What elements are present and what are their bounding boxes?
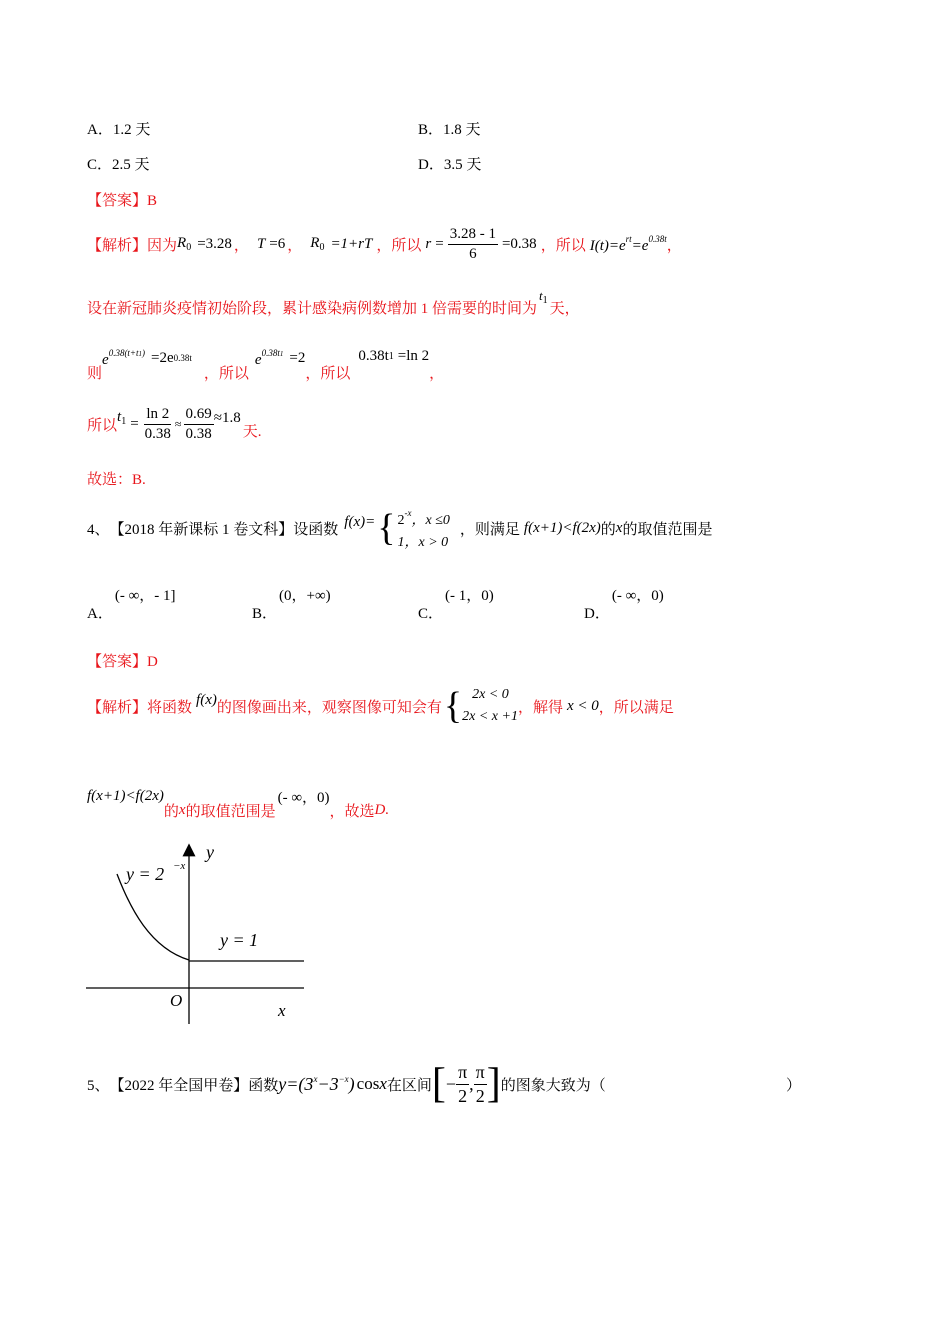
q3-answer: 【答案】B: [87, 193, 158, 209]
q3-option-a: A．1.2 天: [87, 122, 151, 138]
q3-option-c: C．2.5 天: [87, 157, 150, 173]
q4-analysis-line2: f(x+1)<f(2x) 的 x 的取值范围是 (- ∞，0) ，故选 D.: [87, 787, 390, 820]
so-text: 所以: [391, 237, 422, 254]
q5-source: 【2022 年全国甲卷】: [109, 1077, 249, 1094]
q3-option-d: D．3.5 天: [418, 157, 482, 173]
q3-analysis-line4: 所以 $t_1$ = $\frac{\ln 2}{0.38}$ ≈ $\frac{0.69}{0.38}$ ≈1.8 天.: [87, 405, 262, 442]
y-axis-label: y: [206, 842, 214, 862]
approx-fraction: $\frac{0.69}{0.38}$: [185, 405, 212, 442]
q4-option-a: A．(- ∞，- 1]: [87, 588, 176, 622]
r0-symbol: $R_0$: [177, 235, 192, 253]
r-value: =0.38: [501, 235, 537, 252]
line-label: y = 1: [220, 930, 259, 950]
r0-formula: =1+rT: [330, 235, 373, 252]
x-axis-label: x: [278, 1001, 286, 1020]
analysis-text: 因为: [147, 237, 178, 254]
q4-answer: 【答案】D: [87, 654, 158, 670]
r0-symbol-2: $R_0$: [310, 235, 325, 253]
q4-stem: 4、 【2018 年新课标 1 卷文科】 设函数 f(x)= { $2^{-x}$，x ≤0 1，x > 0 ，则满足 f(x+1)<f(2x) 的 x 的取值范围是: [87, 507, 713, 550]
r-fraction: $\frac{3.28 - 1}{6}$: [449, 225, 496, 262]
curve-label: y = 2: [126, 864, 165, 884]
it-expression: $I(t)=e^{rt}=e^{0.38t}$: [589, 233, 667, 254]
q5-stem: 5、 【2022 年全国甲卷】 函数 $y=(3^x-3^{-x})$ cos x 在区间 [ − $\frac{\pi}{2}$ , $\frac{\pi}{2}$ ] 的图象大致为（: [87, 1061, 606, 1107]
q3-analysis-line2: 设在新冠肺炎疫情初始阶段，累计感染病例数增加 1 倍需要的时间为 $t_1$ 天，: [87, 288, 580, 317]
q4-option-c: C．(- 1，0): [418, 588, 494, 622]
q5-paren-close: ）: [786, 1078, 802, 1094]
q4-option-d: D．(- ∞，0): [584, 588, 664, 622]
q3-analysis-line3: 则 $e^{0.38(t+t1)}$ =2e 0.38t ，所以 $e^{0.38t1}$ =2 ，所以 0.38t 1 =ln 2 ，: [87, 347, 445, 382]
q4-analysis: 【解析】 将函数 f(x) 的图像画出来，观察图像可知会有 { 2x < 0 2x < x +1 ，解得 x < 0 ，所以满足: [87, 685, 674, 727]
analysis-label: 【解析】: [87, 237, 148, 254]
function-graph: [80, 838, 320, 1028]
q4-number: 4、: [87, 521, 110, 538]
q5-function: $y=(3^x-3^{-x})$: [278, 1073, 355, 1094]
t-symbol: T: [256, 235, 266, 252]
q5-interval: [ − $\frac{\pi}{2}$ , $\frac{\pi}{2}$ ]: [431, 1061, 501, 1107]
q4-option-b: B．(0，+∞): [252, 588, 331, 622]
ln2-fraction: $\frac{\ln 2}{0.38}$: [144, 405, 171, 442]
q3-conclusion: 故选：B.: [87, 472, 146, 488]
q3-option-b: B．1.8 天: [418, 122, 481, 138]
t-value: =6: [269, 235, 286, 252]
exponential-curve: [117, 874, 189, 960]
q3-analysis-line1: 【解析】 因为 $R_0$ =3.28 ， T =6 ， $R_0$ =1+rT ， 所以 r = $\frac{3.28 - 1}{6}$ =0.38 ， 所以 $I(t)=e^{rt}=e^{0.38t}$ ，: [87, 225, 682, 262]
curve-exponent: −x: [173, 860, 186, 872]
r0-value: =3.28: [197, 235, 232, 252]
origin-label: O: [170, 991, 183, 1010]
q4-source: 【2018 年新课标 1 卷文科】: [109, 521, 294, 538]
